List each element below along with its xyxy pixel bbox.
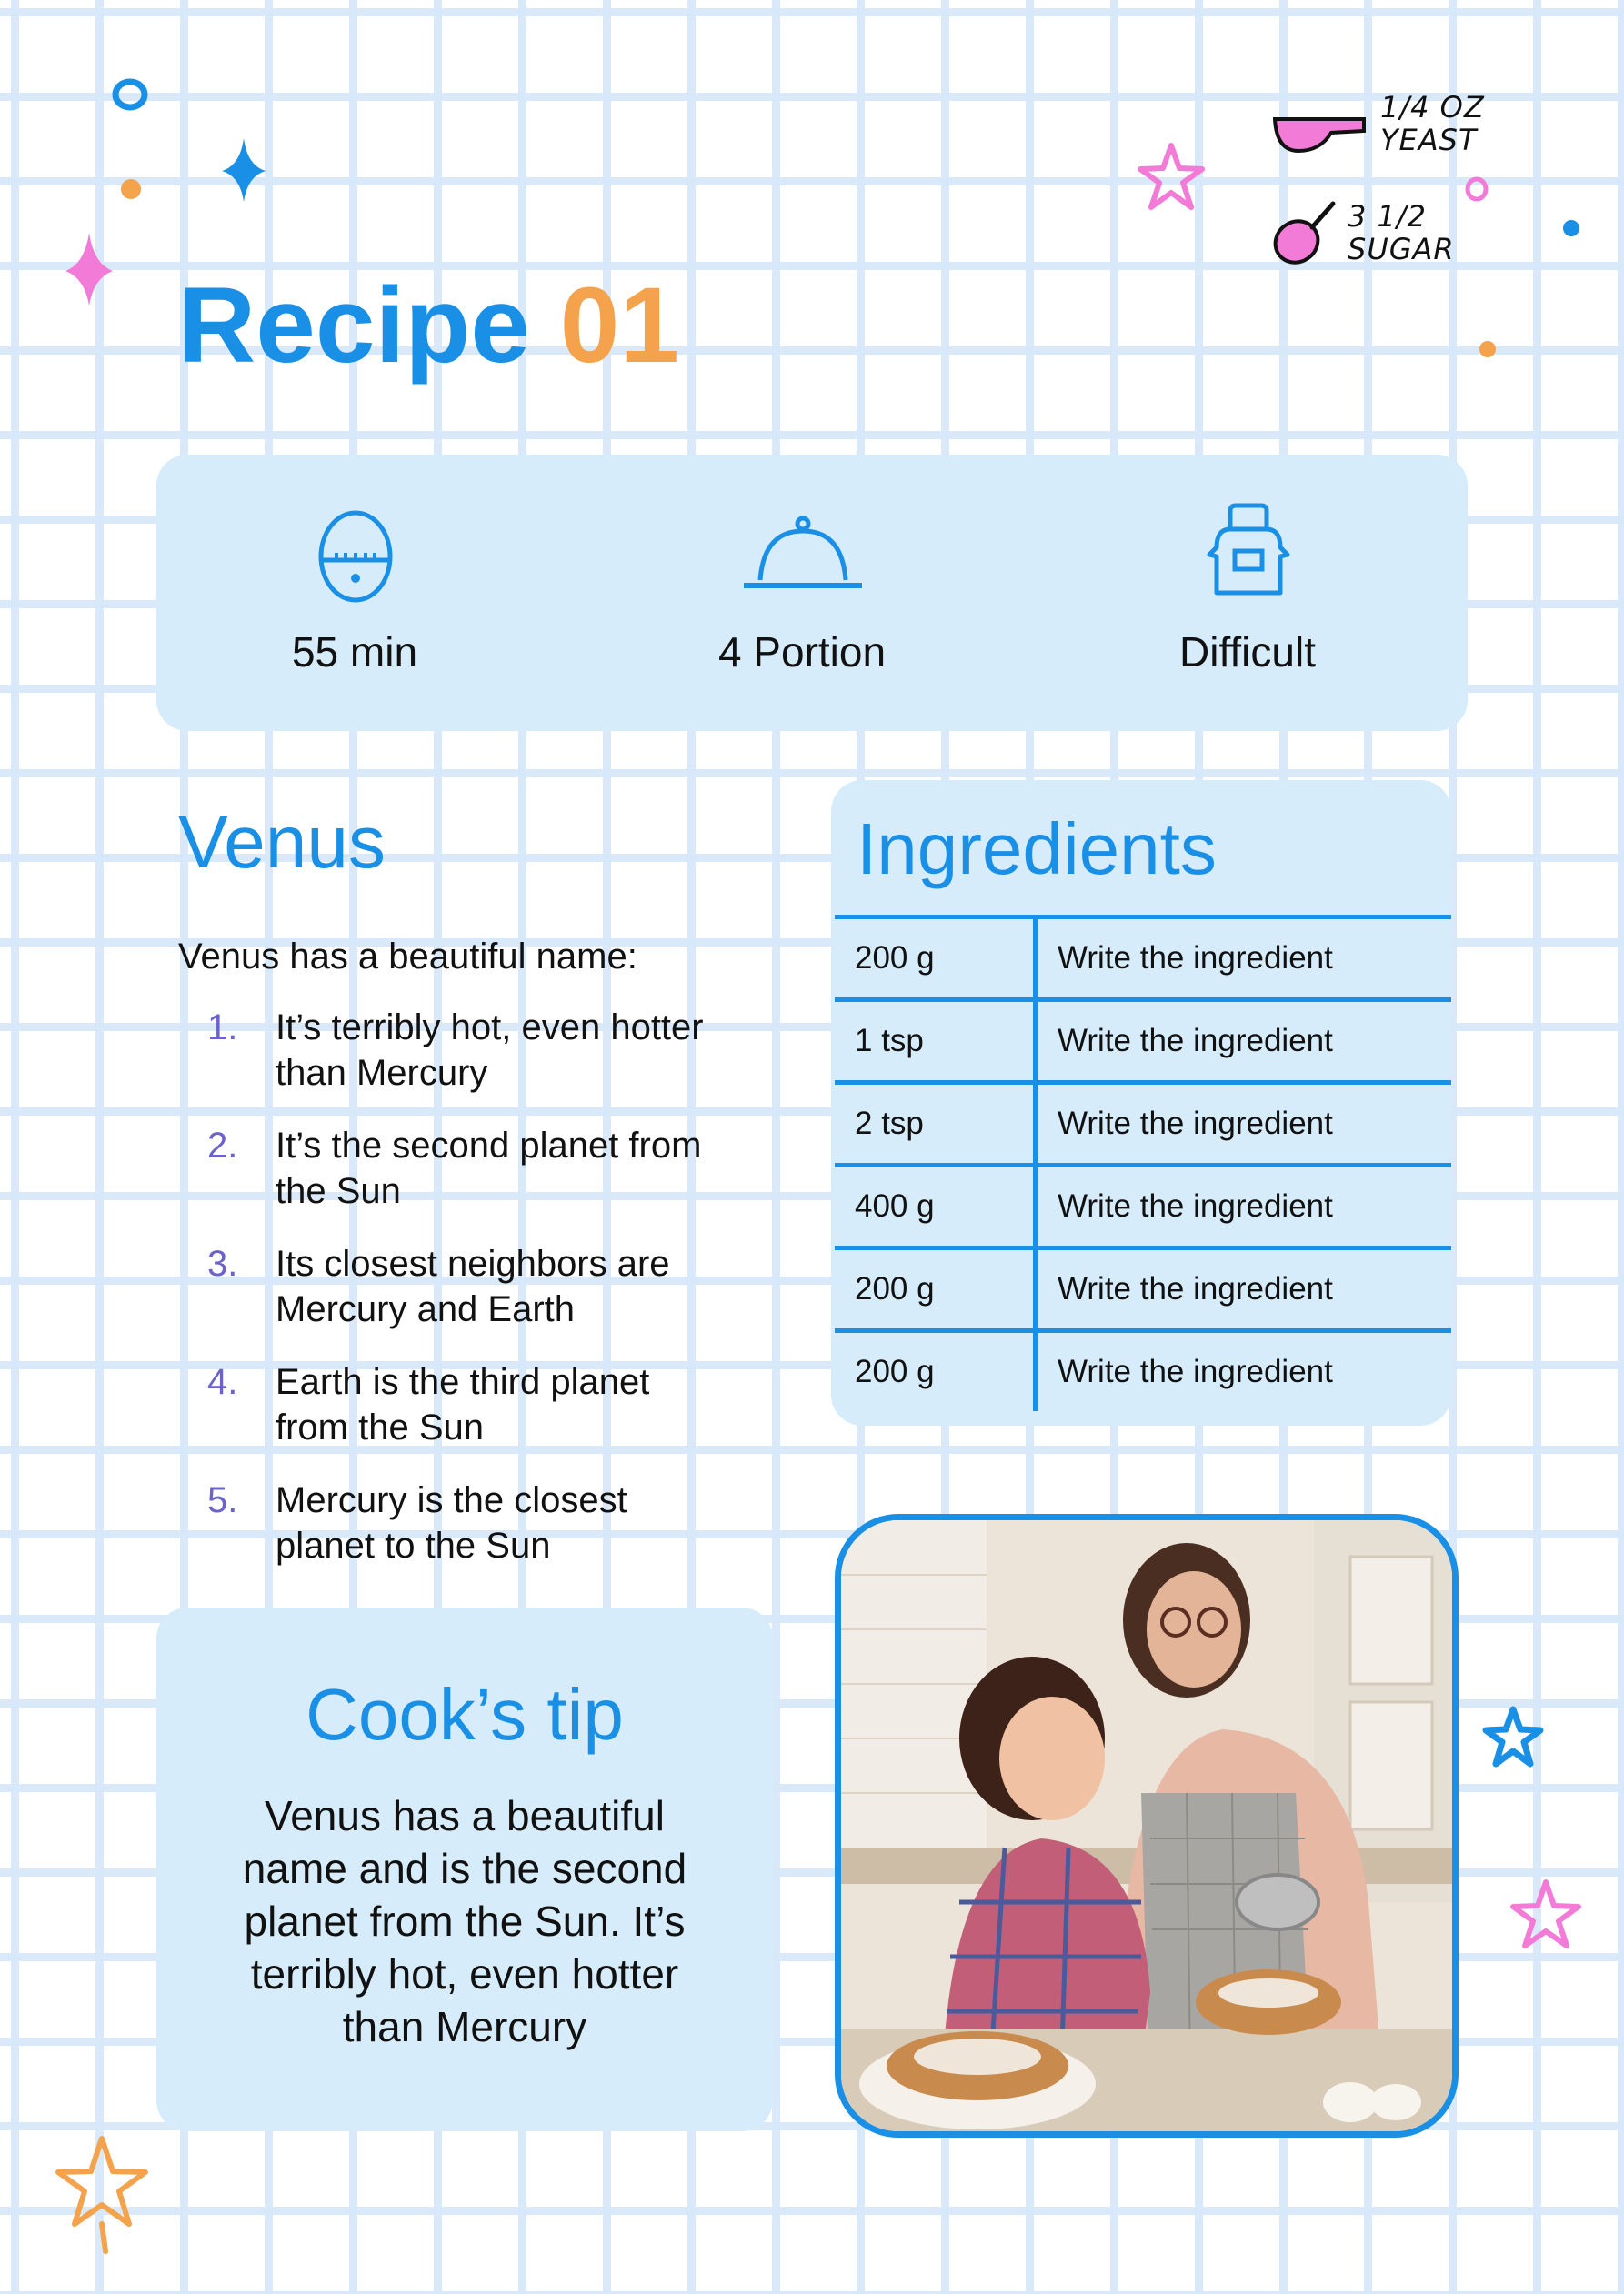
list-text: Its closest neighbors are Mercury and Earth: [276, 1244, 670, 1329]
ingredient-name: Write the ingredient: [1036, 1166, 1452, 1248]
ingredients-table: [835, 915, 1451, 1411]
ingredient-amount: 200 g: [835, 1331, 1036, 1412]
yeast-amount: 1/4 OZ: [1380, 90, 1485, 125]
egg-timer-icon: [296, 502, 415, 609]
list-number: 5.: [207, 1480, 238, 1520]
list-text: It’s the second planet from the Sun: [276, 1126, 702, 1211]
title-word: Recipe: [178, 265, 530, 386]
ingredient-name: Write the ingredient: [1036, 1331, 1452, 1412]
table-row: [835, 1248, 1451, 1331]
sugar-annotation: [1348, 200, 1455, 265]
cooking-photo: [835, 1514, 1459, 2138]
ingredient-amount: 1 tsp: [835, 1000, 1036, 1083]
star-orange-icon: [58, 2139, 145, 2224]
title-number: 01: [559, 265, 680, 386]
ingredient-name: Write the ingredient: [1036, 1083, 1452, 1166]
sugar-amount: 3 1/2: [1348, 199, 1428, 234]
info-portion: [620, 455, 984, 731]
list-text: Mercury is the closest planet to the Sun: [276, 1480, 627, 1566]
dot-orange-icon: [1479, 341, 1496, 357]
sparkle-pink-icon: [65, 233, 113, 306]
list-item: [200, 1123, 709, 1214]
measuring-spoon-icon: [1268, 204, 1333, 271]
table-row: [835, 1166, 1451, 1248]
page-title: [178, 264, 679, 387]
venus-heading: Venus: [178, 801, 386, 884]
table-row: [835, 1331, 1451, 1412]
list-number: 3.: [207, 1244, 238, 1284]
ring-pink-icon: [1468, 179, 1486, 199]
table-row: [835, 1000, 1451, 1083]
table-row: [835, 1083, 1451, 1166]
ingredient-name: Write the ingredient: [1036, 1000, 1452, 1083]
list-item: [200, 1359, 709, 1450]
ingredient-name: Write the ingredient: [1036, 1248, 1452, 1331]
mother-daughter-baking-image: [841, 1520, 1452, 2131]
table-row: [835, 917, 1451, 1000]
venus-intro: Venus has a beautiful name:: [178, 937, 637, 977]
star-pink-right-icon: [1513, 1882, 1579, 1946]
ingredient-name: Write the ingredient: [1036, 917, 1452, 1000]
list-item: [200, 1241, 709, 1332]
star-blue-icon: [1486, 1709, 1540, 1764]
ingredients-panel: [831, 780, 1451, 1426]
dot-doodle-icon: [121, 179, 141, 199]
list-text: It’s terribly hot, even hotter than Mercury: [276, 1007, 704, 1093]
ingredient-amount: 200 g: [835, 1248, 1036, 1331]
info-portion-label: 4 Portion: [717, 628, 887, 676]
info-difficulty-label: Difficult: [1179, 628, 1316, 676]
list-number: 4.: [207, 1362, 238, 1402]
yeast-label: YEAST: [1380, 123, 1478, 157]
cooks-tip-text: Venus has a beautiful name and is the second planet from the Sun. It’s terribly hot, even hotter than Mercury: [242, 1792, 687, 2050]
list-text: Earth is the third planet from the Sun: [276, 1362, 650, 1448]
list-item: [200, 1478, 709, 1568]
apron-icon: [1189, 502, 1308, 609]
info-difficulty: [1066, 455, 1429, 731]
yeast-annotation: [1380, 91, 1485, 156]
ingredient-amount: 400 g: [835, 1166, 1036, 1248]
recipe-info-panel: [156, 455, 1468, 731]
ingredients-heading: Ingredients: [857, 808, 1217, 889]
star-pink-icon: [1140, 145, 1202, 207]
cloche-icon: [744, 502, 862, 609]
cooks-tip-panel: [156, 1608, 773, 2131]
measuring-cup-icon: [1275, 119, 1364, 151]
list-number: 1.: [207, 1007, 238, 1047]
info-time: [173, 455, 536, 731]
dot-blue-icon: [1563, 220, 1579, 236]
ring-doodle-icon: [115, 82, 145, 107]
info-time-label: 55 min: [291, 628, 418, 676]
list-number: 2.: [207, 1126, 238, 1166]
ingredient-amount: 200 g: [835, 917, 1036, 1000]
cooks-tip-heading: Cook’s tip: [306, 1674, 624, 1755]
list-item: [200, 1005, 709, 1096]
sugar-label: SUGAR: [1348, 232, 1455, 266]
ingredient-amount: 2 tsp: [835, 1083, 1036, 1166]
sparkle-blue-icon: [222, 138, 266, 202]
venus-list: [200, 1005, 709, 1596]
